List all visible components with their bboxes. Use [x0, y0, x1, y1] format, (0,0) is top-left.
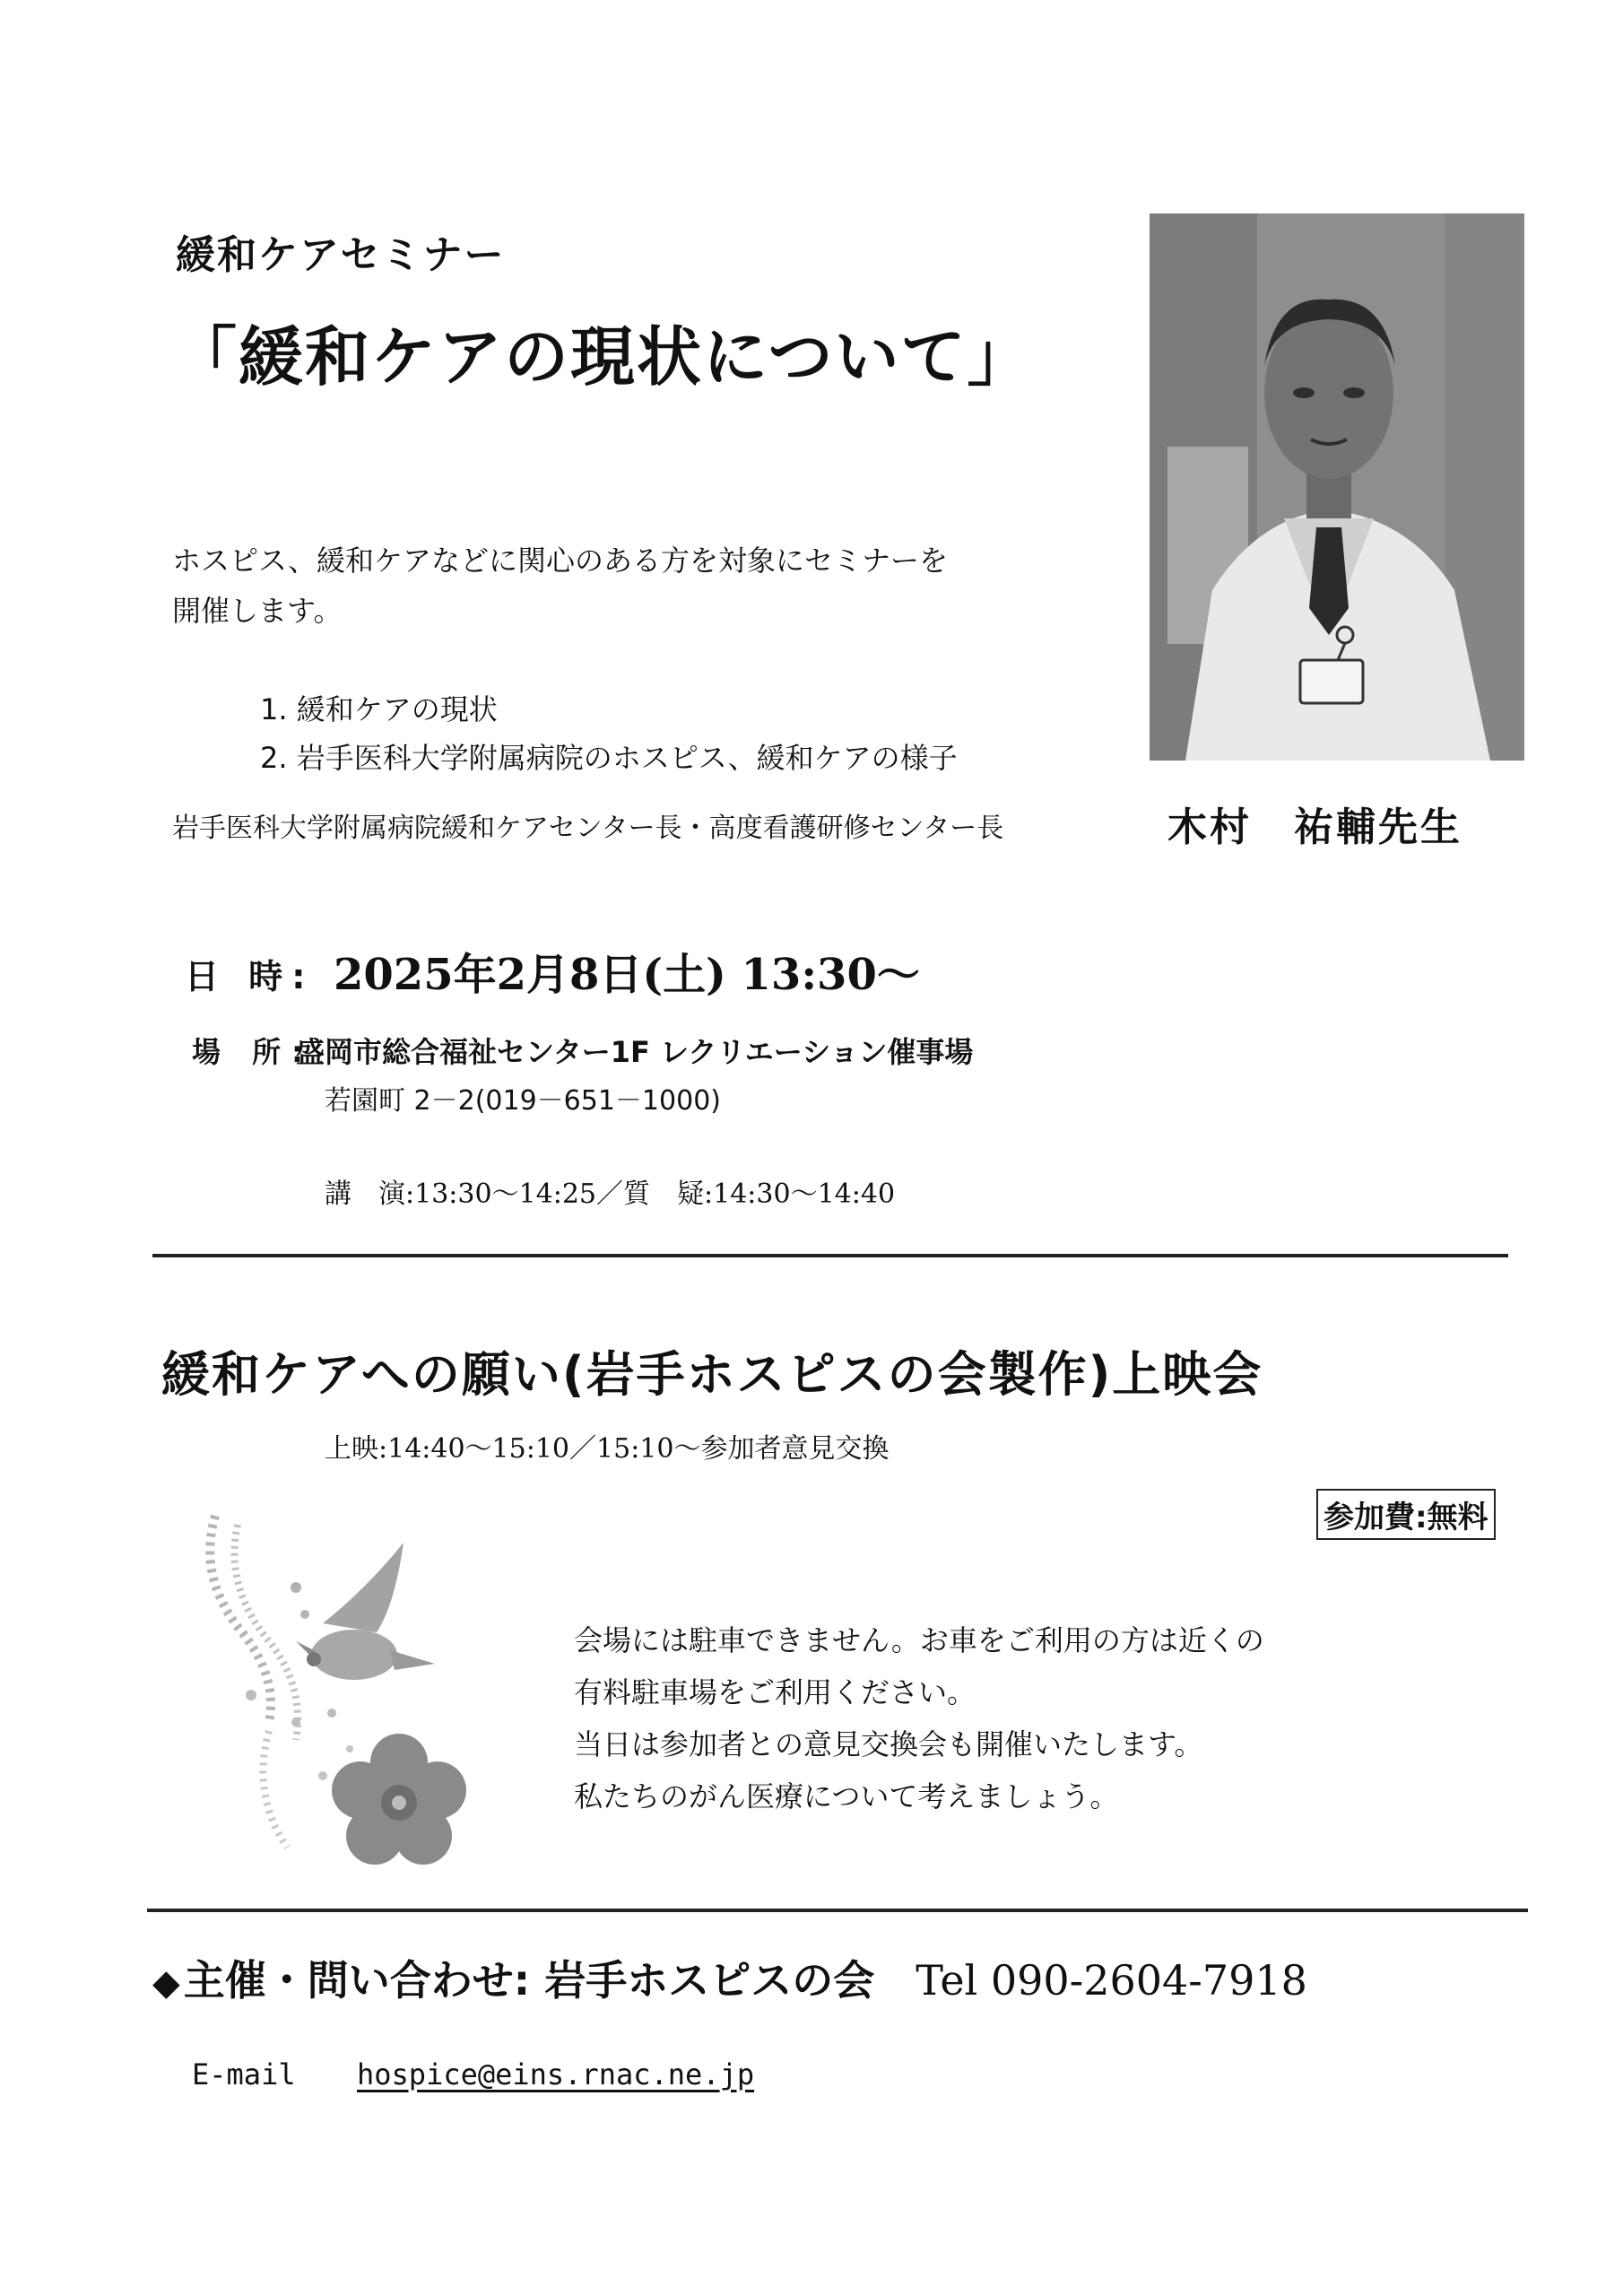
intro-text-line2: 開催します。: [172, 594, 343, 628]
fee-badge: 参加費:無料: [1316, 1489, 1496, 1540]
contact-label: 主催・問い合わせ:: [183, 1956, 531, 2005]
screening-schedule: 上映:14:40～15:10／15:10～参加者意見交換: [325, 1433, 890, 1465]
speaker-photo-graphic: [1150, 213, 1524, 761]
venue-label: 場 所:: [192, 1035, 314, 1069]
lecture-schedule: 講 演:13:30～14:25／質 疑:14:30～14:40: [325, 1178, 896, 1210]
speaker-name: 木村 祐輔先生: [1167, 804, 1462, 850]
venue-name: 盛岡市総合福祉センター1F レクリエーション催事場: [296, 1035, 974, 1069]
bird-flower-graphic: [188, 1507, 520, 1883]
speaker-photo: [1150, 213, 1524, 761]
date-value: 2025年2月8日(土) 13:30～: [334, 950, 920, 1000]
note-line: 私たちのがん医療について考えましょう。: [574, 1779, 1119, 1813]
email-label: E-mail: [192, 2057, 296, 2092]
screening-title: 緩和ケアへの願い(岩手ホスピスの会製作)上映会: [161, 1346, 1263, 1403]
bird-flower-illustration: [188, 1507, 520, 1883]
topic-item: 1. 緩和ケアの現状: [260, 692, 498, 726]
speaker-affiliation: 岩手医科大学附属病院緩和ケアセンター長・高度看護研修センター長: [172, 813, 1004, 844]
note-line: 当日は参加者との意見交換会も開催いたします。: [574, 1727, 1203, 1761]
contact-org: 岩手ホスピスの会: [544, 1956, 875, 2005]
contact-line: [152, 1948, 1307, 2007]
date-label: 日 時:: [185, 957, 315, 996]
venue-address: 若園町 2－2(019－651－1000): [325, 1085, 721, 1117]
email-link[interactable]: hospice@eins.rnac.ne.jp: [357, 2057, 755, 2092]
intro-text-line1: ホスピス、緩和ケアなどに関心のある方を対象にセミナーを: [172, 544, 948, 578]
seminar-title: 「緩和ケアの現状について」: [172, 319, 1034, 395]
diamond-bullet-icon: ◆: [152, 1962, 180, 2004]
seminar-label: 緩和ケアセミナー: [176, 232, 506, 278]
section-divider: [152, 1254, 1508, 1257]
contact-tel: Tel 090-2604-7918: [916, 1956, 1307, 2005]
note-line: 会場には駐車できません。お車をご利用の方は近くの: [574, 1623, 1264, 1657]
note-line: 有料駐車場をご利用ください。: [574, 1675, 976, 1709]
section-divider: [147, 1909, 1528, 1912]
topic-item: 2. 岩手医科大学附属病院のホスピス、緩和ケアの様子: [260, 741, 958, 775]
